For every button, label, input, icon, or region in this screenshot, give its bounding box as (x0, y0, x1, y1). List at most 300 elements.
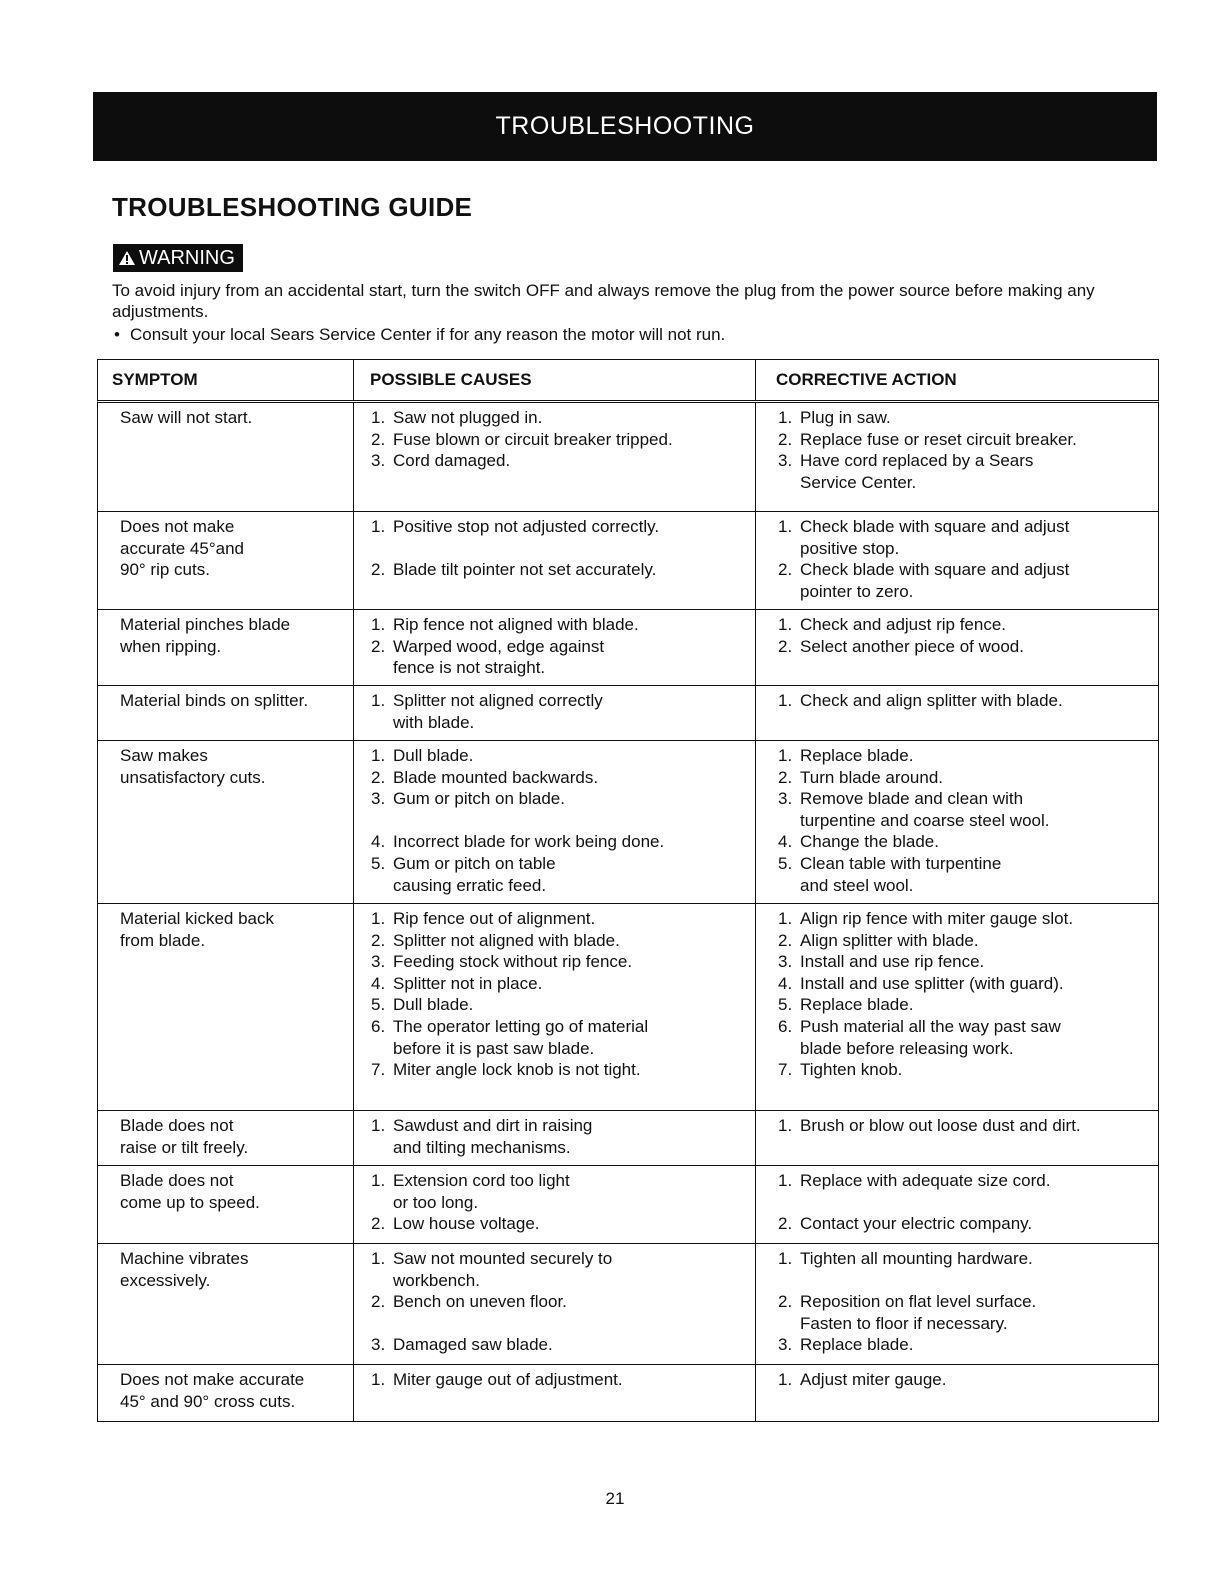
cause-item (371, 614, 747, 636)
symptom-line: Material binds on splitter. (120, 691, 309, 710)
action-number: 1. (778, 1249, 793, 1268)
cause-text (393, 690, 747, 733)
actions-cell (756, 1244, 1158, 1364)
cause-text (393, 831, 747, 853)
action-item (778, 767, 1150, 789)
action-number: 4. (778, 973, 793, 993)
cause-line (393, 1313, 747, 1335)
cause-number: 1. (371, 691, 386, 710)
action-number: 2. (778, 429, 793, 449)
action-number: 1. (778, 1116, 793, 1135)
symptom-line: Material pinches blade (120, 615, 291, 634)
action-number (778, 1270, 800, 1292)
table-row (97, 1365, 1159, 1422)
action-text (800, 429, 1150, 451)
symptom-cell (98, 1166, 354, 1243)
bullet: • (114, 325, 120, 344)
action-line: Change the blade. (800, 832, 939, 852)
action-item (778, 516, 1150, 559)
symptom-line: raise or tilt freely. (120, 1137, 249, 1157)
troubleshooting-table (97, 359, 1159, 1422)
symptom-cell (98, 1365, 354, 1421)
cause-text (393, 1313, 747, 1335)
action-item (778, 1248, 1150, 1270)
causes-cell (354, 1111, 756, 1165)
warning-text: To avoid injury from an accidental start, turn the switch OFF and always remove the plug from the power source before making any adjustments. (112, 281, 1095, 321)
warning-badge (113, 244, 243, 272)
action-line: Replace blade. (800, 1335, 914, 1355)
table-row (97, 686, 1159, 741)
cause-number: 5. (371, 853, 386, 873)
actions-cell (756, 741, 1158, 903)
cause-line: Dull blade. (393, 746, 474, 765)
causes-cell (354, 512, 756, 609)
cause-item (371, 951, 747, 973)
cause-item (371, 1016, 747, 1059)
symptom-cell (98, 904, 354, 1110)
causes-cell (354, 741, 756, 903)
cause-text (393, 767, 747, 789)
action-item (778, 1192, 1150, 1214)
cause-text (393, 930, 747, 952)
cause-item (371, 1115, 747, 1158)
cause-text (393, 614, 747, 636)
action-number: 1. (778, 517, 793, 536)
cause-number (371, 810, 393, 832)
action-item (778, 951, 1150, 973)
service-note-text: Consult your local Sears Service Center if for any reason the motor will not run. (130, 325, 726, 344)
action-item (778, 614, 1150, 636)
action-item (778, 1369, 1150, 1391)
action-item (778, 407, 1150, 429)
action-text (800, 450, 1150, 493)
action-line: positive stop. (800, 538, 900, 558)
page-number: 21 (605, 1489, 625, 1508)
action-line: pointer to zero. (800, 581, 914, 601)
action-text (800, 1369, 1150, 1391)
cause-line (393, 810, 747, 832)
action-item (778, 930, 1150, 952)
action-line: Replace with adequate size cord. (800, 1171, 1051, 1190)
table-header-row (97, 359, 1159, 403)
table-body (97, 403, 1159, 1422)
cause-text (393, 538, 747, 560)
action-line: Contact your electric company. (800, 1214, 1033, 1234)
cause-line: Gum or pitch on blade. (393, 789, 565, 809)
action-number: 5. (778, 853, 793, 873)
cause-item (371, 1248, 747, 1291)
action-item (778, 994, 1150, 1016)
symptom-line: 90° rip cuts. (120, 560, 210, 580)
cause-line: fence is not straight. (393, 658, 546, 678)
cause-text (393, 951, 747, 973)
cause-text (393, 994, 747, 1016)
cause-line: Dull blade. (393, 995, 474, 1015)
cause-line: Cord damaged. (393, 451, 511, 471)
cause-line: Miter angle lock knob is not tight. (393, 1060, 641, 1080)
banner-title: TROUBLESHOOTING (495, 112, 755, 140)
action-line: Remove blade and clean with (800, 789, 1024, 809)
action-number: 1. (778, 1171, 793, 1190)
cause-text (393, 407, 747, 429)
cause-line: Damaged saw blade. (393, 1335, 553, 1355)
action-number: 6. (778, 1016, 793, 1036)
table-row (97, 1111, 1159, 1166)
causes-cell (354, 1244, 756, 1364)
cause-item (371, 973, 747, 995)
cause-number (371, 538, 393, 560)
action-line: and steel wool. (800, 875, 914, 895)
action-number: 2. (778, 1214, 793, 1234)
cause-number: 2. (371, 930, 386, 950)
action-number: 1. (778, 615, 793, 634)
cause-line: Low house voltage. (393, 1214, 540, 1234)
cause-line: Incorrect blade for work being done. (393, 832, 665, 852)
action-item (778, 559, 1150, 602)
cause-text (393, 810, 747, 832)
symptom-cell (98, 741, 354, 903)
action-number: 1. (778, 909, 793, 928)
action-line (800, 1270, 1150, 1292)
actions-cell (756, 1365, 1158, 1421)
cause-text (393, 1248, 747, 1291)
action-text (800, 1170, 1150, 1192)
action-text (800, 788, 1150, 831)
action-line: blade before releasing work. (800, 1038, 1014, 1058)
cause-line: causing erratic feed. (393, 875, 547, 895)
action-text (800, 1248, 1150, 1270)
cause-line: Fuse blown or circuit breaker tripped. (393, 429, 673, 449)
cause-item (371, 908, 747, 930)
action-line: Tighten knob. (800, 1060, 903, 1080)
cause-number: 5. (371, 995, 386, 1015)
cause-text (393, 973, 747, 995)
cause-line: Blade mounted backwards. (393, 767, 599, 787)
action-item (778, 1270, 1150, 1292)
action-line: Install and use splitter (with guard). (800, 973, 1064, 993)
action-line (800, 1192, 1150, 1214)
cause-item (371, 516, 747, 538)
cause-number: 3. (371, 952, 386, 972)
symptom-cell (98, 610, 354, 685)
cause-number: 2. (371, 636, 386, 656)
cause-item (371, 636, 747, 679)
action-text (800, 994, 1150, 1016)
cause-text (393, 1213, 747, 1235)
cause-item (371, 1313, 747, 1335)
cause-item (371, 1170, 747, 1213)
cause-number: 1. (371, 1116, 386, 1135)
cause-line: with blade. (393, 712, 475, 732)
cause-number: 4. (371, 832, 386, 852)
cause-line: Saw not plugged in. (393, 408, 543, 427)
action-text (800, 951, 1150, 973)
action-number: 3. (778, 952, 793, 972)
action-line: Have cord replaced by a Sears (800, 451, 1034, 471)
cause-number: 7. (371, 1060, 386, 1080)
symptom-line: Does not make (120, 517, 235, 536)
cause-item (371, 429, 747, 451)
action-number: 1. (778, 746, 793, 765)
cause-line: Bench on uneven floor. (393, 1292, 567, 1312)
symptom-line: Blade does not (120, 1171, 234, 1190)
action-line: Tighten all mounting hardware. (800, 1249, 1033, 1268)
action-item (778, 1059, 1150, 1081)
cause-item (371, 831, 747, 853)
action-text (800, 1334, 1150, 1356)
action-item (778, 429, 1150, 451)
cause-item (371, 1369, 747, 1391)
action-item (778, 831, 1150, 853)
cause-item (371, 450, 747, 472)
header-corrective-action: CORRECTIVE ACTION (776, 370, 957, 389)
action-number: 3. (778, 451, 793, 471)
table-row (97, 610, 1159, 686)
actions-cell (756, 1111, 1158, 1165)
cause-item (371, 1334, 747, 1356)
cause-item (371, 538, 747, 560)
cause-text (393, 559, 747, 581)
causes-cell (354, 686, 756, 740)
symptom-line: accurate 45°and (120, 538, 244, 558)
action-number: 3. (778, 1335, 793, 1355)
action-line: Brush or blow out loose dust and dirt. (800, 1116, 1081, 1135)
symptom-cell (98, 1244, 354, 1364)
action-line: Check and align splitter with blade. (800, 691, 1063, 710)
action-text (800, 1059, 1150, 1081)
cause-number: 3. (371, 451, 386, 471)
cause-item (371, 1291, 747, 1313)
action-number: 4. (778, 832, 793, 852)
action-text (800, 1115, 1150, 1137)
action-line: Select another piece of wood. (800, 636, 1024, 656)
action-text (800, 1291, 1150, 1334)
warning-triangle-icon (118, 250, 136, 266)
action-item (778, 1115, 1150, 1137)
cause-text (393, 636, 747, 679)
causes-cell (354, 403, 756, 511)
action-text (800, 516, 1150, 559)
service-note (114, 324, 725, 345)
page-title: TROUBLESHOOTING GUIDE (112, 192, 473, 222)
cause-line: and tilting mechanisms. (393, 1137, 571, 1157)
action-number: 2. (778, 636, 793, 656)
cause-line: Rip fence not aligned with blade. (393, 615, 639, 634)
action-item (778, 1170, 1150, 1192)
action-line: Turn blade around. (800, 767, 944, 787)
action-text (800, 407, 1150, 429)
cause-line: Splitter not in place. (393, 973, 543, 993)
action-item (778, 1213, 1150, 1235)
cause-line: before it is past saw blade. (393, 1038, 595, 1058)
cause-line: Blade tilt pointer not set accurately. (393, 560, 657, 580)
cause-number: 1. (371, 909, 386, 928)
cause-number: 6. (371, 1016, 386, 1036)
action-line: Align splitter with blade. (800, 930, 979, 950)
action-line: Clean table with turpentine (800, 853, 1002, 873)
cause-text (393, 908, 747, 930)
action-text (800, 745, 1150, 767)
action-text (800, 1016, 1150, 1059)
cause-text (393, 853, 747, 896)
cause-text (393, 745, 747, 767)
cause-number: 1. (371, 408, 386, 427)
cause-text (393, 1334, 747, 1356)
cause-number: 1. (371, 1249, 386, 1268)
action-item (778, 973, 1150, 995)
cause-line: Saw not mounted securely to (393, 1249, 613, 1268)
action-text (800, 1192, 1150, 1214)
action-line: Reposition on flat level surface. (800, 1292, 1037, 1312)
action-line: Replace fuse or reset circuit breaker. (800, 429, 1077, 449)
action-number: 2. (778, 930, 793, 950)
cause-text (393, 429, 747, 451)
symptom-cell (98, 403, 354, 511)
symptom-line: Saw will not start. (120, 408, 253, 427)
cause-number: 2. (371, 1292, 386, 1312)
action-item (778, 1016, 1150, 1059)
actions-cell (756, 686, 1158, 740)
action-text (800, 636, 1150, 658)
symptom-line: Blade does not (120, 1116, 234, 1135)
action-item (778, 1291, 1150, 1334)
cause-line (393, 538, 747, 560)
action-number: 2. (778, 1292, 793, 1312)
cause-line: or too long. (393, 1192, 479, 1212)
action-line: Adjust miter gauge. (800, 1370, 947, 1389)
action-line: Plug in saw. (800, 408, 891, 427)
cause-text (393, 1115, 747, 1158)
symptom-cell (98, 1111, 354, 1165)
action-number (778, 1192, 800, 1214)
symptom-line: when ripping. (120, 636, 222, 656)
action-number: 7. (778, 1060, 793, 1080)
cause-number: 2. (371, 1214, 386, 1234)
table-row (97, 403, 1159, 512)
section-banner (93, 92, 1157, 161)
table-row (97, 741, 1159, 904)
cause-line: Sawdust and dirt in raising (393, 1116, 593, 1135)
cause-item (371, 994, 747, 1016)
cause-text (393, 1016, 747, 1059)
header-symptom: SYMPTOM (98, 360, 354, 400)
action-line: Check and adjust rip fence. (800, 615, 1007, 634)
action-number: 2. (778, 767, 793, 787)
table-row (97, 1166, 1159, 1244)
symptom-cell (98, 512, 354, 609)
table-row (97, 1244, 1159, 1365)
action-number: 1. (778, 691, 793, 710)
cause-number: 1. (371, 615, 386, 634)
cause-text (393, 1170, 747, 1213)
action-line: Check blade with square and adjust (800, 560, 1070, 580)
cause-number: 4. (371, 973, 386, 993)
symptom-line: Material kicked back (120, 909, 275, 928)
cause-line: Rip fence out of alignment. (393, 909, 596, 928)
table-row (97, 512, 1159, 610)
cause-line: Positive stop not adjusted correctly. (393, 517, 660, 536)
actions-cell (756, 403, 1158, 511)
cause-number: 2. (371, 560, 386, 580)
cause-text (393, 450, 747, 472)
cause-line: Splitter not aligned correctly (393, 691, 603, 710)
action-number: 2. (778, 560, 793, 580)
cause-number: 1. (371, 746, 386, 765)
action-number: 5. (778, 995, 793, 1015)
action-text (800, 559, 1150, 602)
symptom-line: Does not make accurate (120, 1370, 305, 1389)
action-item (778, 908, 1150, 930)
causes-cell (354, 610, 756, 685)
cause-item (371, 559, 747, 581)
cause-line: Warped wood, edge against (393, 636, 605, 656)
action-line: Install and use rip fence. (800, 952, 985, 972)
action-number: 1. (778, 1370, 793, 1389)
action-item (778, 1334, 1150, 1356)
cause-line: Gum or pitch on table (393, 853, 556, 873)
cause-item (371, 788, 747, 810)
symptom-line: excessively. (120, 1270, 211, 1290)
action-item (778, 853, 1150, 896)
action-text (800, 908, 1150, 930)
action-text (800, 973, 1150, 995)
action-line: Push material all the way past saw (800, 1016, 1061, 1036)
symptom-line: Saw makes (120, 746, 208, 765)
action-item (778, 636, 1150, 658)
action-text (800, 831, 1150, 853)
cause-line: workbench. (393, 1270, 480, 1290)
action-line: Replace blade. (800, 746, 914, 765)
cause-line: The operator letting go of material (393, 1016, 649, 1036)
action-line: Service Center. (800, 472, 917, 492)
action-text (800, 690, 1150, 712)
header-possible-causes: POSSIBLE CAUSES (354, 360, 756, 400)
cause-number: 2. (371, 767, 386, 787)
action-item (778, 450, 1150, 493)
action-text (800, 614, 1150, 636)
cause-line: Miter gauge out of adjustment. (393, 1370, 623, 1389)
action-text (800, 767, 1150, 789)
symptom-cell (98, 686, 354, 740)
action-text (800, 853, 1150, 896)
cause-text (393, 788, 747, 810)
cause-number: 3. (371, 789, 386, 809)
cause-item (371, 1059, 747, 1081)
symptom-line: Machine vibrates (120, 1249, 249, 1268)
causes-cell (354, 1365, 756, 1421)
table-row (97, 904, 1159, 1111)
cause-item (371, 1213, 747, 1235)
action-line: turpentine and coarse steel wool. (800, 810, 1050, 830)
warning-label: WARNING (139, 246, 235, 269)
actions-cell (756, 904, 1158, 1110)
action-number: 1. (778, 408, 793, 427)
action-number: 3. (778, 789, 793, 809)
cause-line: Extension cord too light (393, 1171, 570, 1190)
actions-cell (756, 512, 1158, 609)
causes-cell (354, 904, 756, 1110)
action-line: Check blade with square and adjust (800, 517, 1070, 536)
action-text (800, 930, 1150, 952)
symptom-line: unsatisfactory cuts. (120, 767, 266, 787)
cause-item (371, 767, 747, 789)
cause-text (393, 1369, 747, 1391)
actions-cell (756, 610, 1158, 685)
action-line: Replace blade. (800, 995, 914, 1015)
actions-cell (756, 1166, 1158, 1243)
action-item (778, 690, 1150, 712)
cause-item (371, 745, 747, 767)
